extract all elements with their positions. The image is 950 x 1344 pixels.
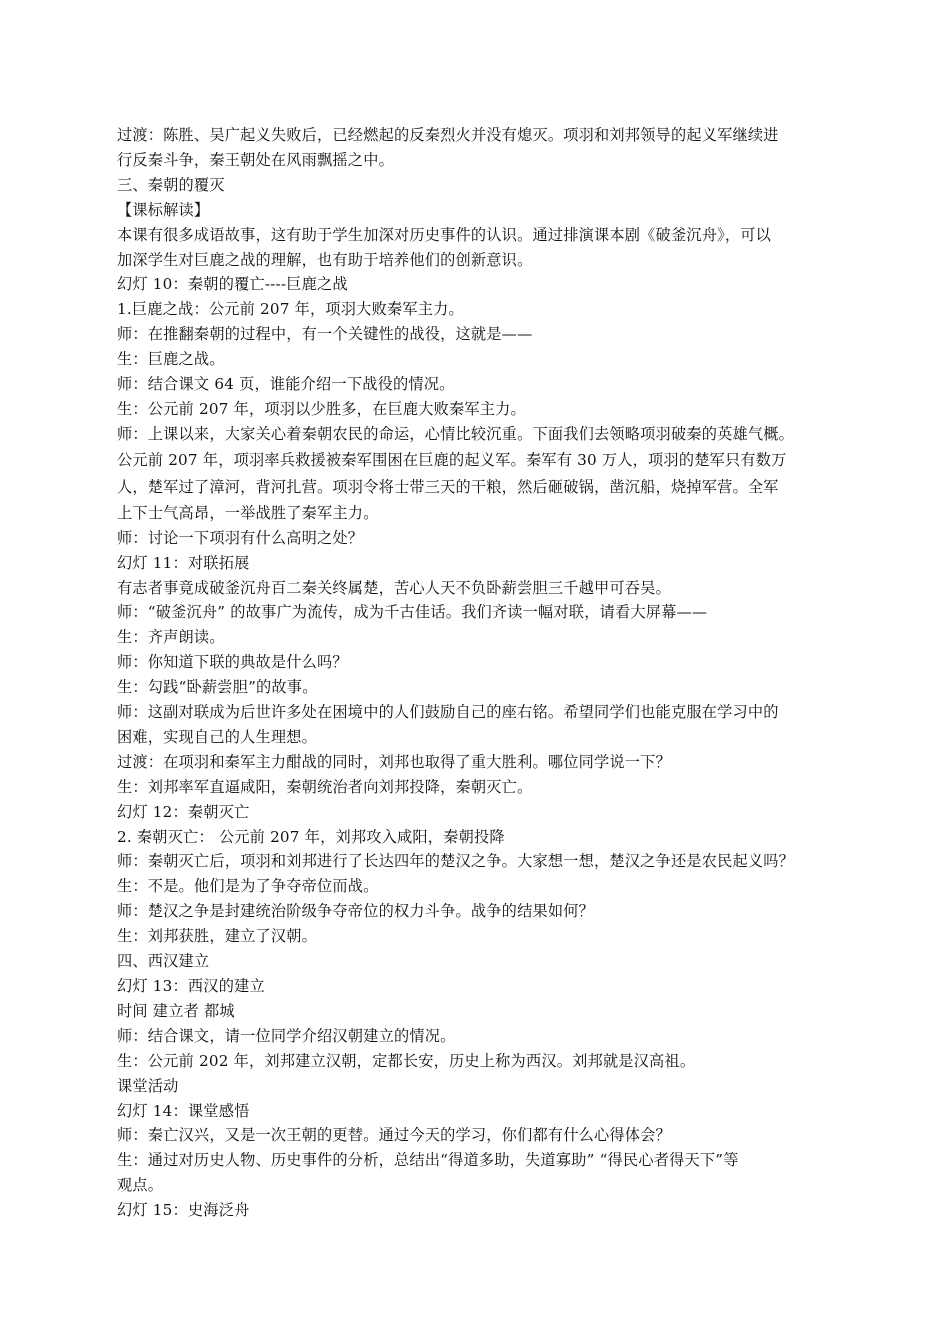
document-body [117, 123, 843, 1223]
text-line: 本课有很多成语故事，这有助于学生加深对历史事件的认识。通过排演课本剧《破釜沉舟》，可以 [117, 225, 772, 244]
text-line: 师：秦朝灭亡后，项羽和刘邦进行了长达四年的楚汉之争。大家想一想，楚汉之争还是农民起义吗？ [117, 852, 795, 871]
subsection-heading: 【课标解读】 [117, 200, 210, 219]
text-line: 生：公元前 202 年，刘邦建立汉朝，定都长安，历史上称为西汉。刘邦就是汉高祖。 [117, 1051, 696, 1070]
couplet-text: 有志者事竟成破釜沉舟百二秦关终属楚，苦心人天不负卧薪尝胆三千越甲可吞吴。 [117, 578, 671, 597]
text-line: 师：这副对联成为后世许多处在困境中的人们鼓励自己的座右铭。希望同学们也能克服在学习中的 [117, 703, 779, 722]
slide-heading: 幻灯 10：秦朝的覆亡----巨鹿之战 [117, 275, 348, 294]
text-line: 过渡：在项羽和秦军主力酣战的同时，刘邦也取得了重大胜利。哪位同学说一下？ [117, 752, 671, 771]
slide-heading: 幻灯 14：课堂感悟 [117, 1101, 250, 1120]
text-line: 上下士气高昂，一举战胜了秦军主力。 [117, 503, 379, 522]
text-line: 师：上课以来，大家关心着秦朝农民的命运，心情比较沉重。下面我们去领略项羽破秦的英雄气概。 [117, 424, 795, 443]
slide-heading: 幻灯 11：对联拓展 [117, 553, 250, 572]
text-line: 生：不是。他们是为了争夺帝位而战。 [117, 877, 379, 896]
activity-heading: 课堂活动 [117, 1076, 179, 1095]
text-line: 师：结合课文 64 页，谁能介绍一下战役的情况。 [117, 375, 455, 394]
text-line: 1.巨鹿之战：公元前 207 年，项羽大败秦军主力。 [117, 300, 464, 319]
text-line: 加深学生对巨鹿之战的理解，也有助于培养他们的创新意识。 [117, 250, 533, 269]
table-header-row: 时间 建立者 都城 [117, 1001, 235, 1020]
text-line: 过渡：陈胜、吴广起义失败后，已经燃起的反秦烈火并没有熄灭。项羽和刘邦领导的起义军继续进 [117, 126, 779, 144]
text-line: 困难，实现自己的人生理想。 [117, 727, 318, 746]
text-line: 师：在推翻秦朝的过程中，有一个关键性的战役，这就是—— [117, 325, 533, 344]
slide-heading: 幻灯 15：史海泛舟 [117, 1201, 250, 1220]
text-line: 生：齐声朗读。 [117, 628, 225, 647]
slide-heading: 幻灯 13：西汉的建立 [117, 977, 265, 995]
text-line: 公元前 207 年，项羽率兵救援被秦军围困在巨鹿的起义军。秦军有 30 万人，项羽的楚军只有数万 [117, 450, 787, 469]
text-line: 师：结合课文，请一位同学介绍汉朝建立的情况。 [117, 1026, 456, 1045]
text-line: 生：公元前 207 年，项羽以少胜多，在巨鹿大败秦军主力。 [117, 399, 526, 418]
section-heading: 三、秦朝的覆灭 [117, 175, 225, 194]
text-line: 师：讨论一下项羽有什么高明之处？ [117, 528, 364, 547]
text-line: 师：楚汉之争是封建统治阶级争夺帝位的权力斗争。战争的结果如何？ [117, 902, 595, 921]
text-line: 观点。 [117, 1176, 164, 1195]
text-line: 生：通过对历史人物、历史事件的分析，总结出“得道多助，失道寡助” “得民心者得天下”等 [117, 1151, 739, 1170]
text-line: 师：“破釜沉舟” 的故事广为流传，成为千古佳话。我们齐读一幅对联，请看大屏幕—— [117, 603, 708, 622]
text-line: 生：勾践“卧薪尝胆”的故事。 [117, 678, 318, 697]
slide-heading: 幻灯 12：秦朝灭亡 [117, 802, 250, 821]
text-line: 生：刘邦获胜，建立了汉朝。 [117, 927, 318, 946]
text-line: 人，楚军过了漳河，背河扎营。项羽令将士带三天的干粮，然后砸破锅，凿沉船，烧掉军营。全军 [117, 477, 779, 496]
text-line: 2. 秦朝灭亡： 公元前 207 年，刘邦攻入咸阳，秦朝投降 [117, 827, 505, 846]
text-line: 师：你知道下联的典故是什么吗？ [117, 653, 348, 672]
text-line: 生：刘邦率军直逼咸阳，秦朝统治者向刘邦投降，秦朝灭亡。 [117, 777, 533, 796]
text-line: 师：秦亡汉兴，又是一次王朝的更替。通过今天的学习，你们都有什么心得体会？ [117, 1126, 671, 1145]
section-heading: 四、西汉建立 [117, 952, 210, 971]
text-line: 生：巨鹿之战。 [117, 350, 225, 369]
text-line: 行反秦斗争，秦王朝处在风雨飘摇之中。 [117, 150, 394, 169]
